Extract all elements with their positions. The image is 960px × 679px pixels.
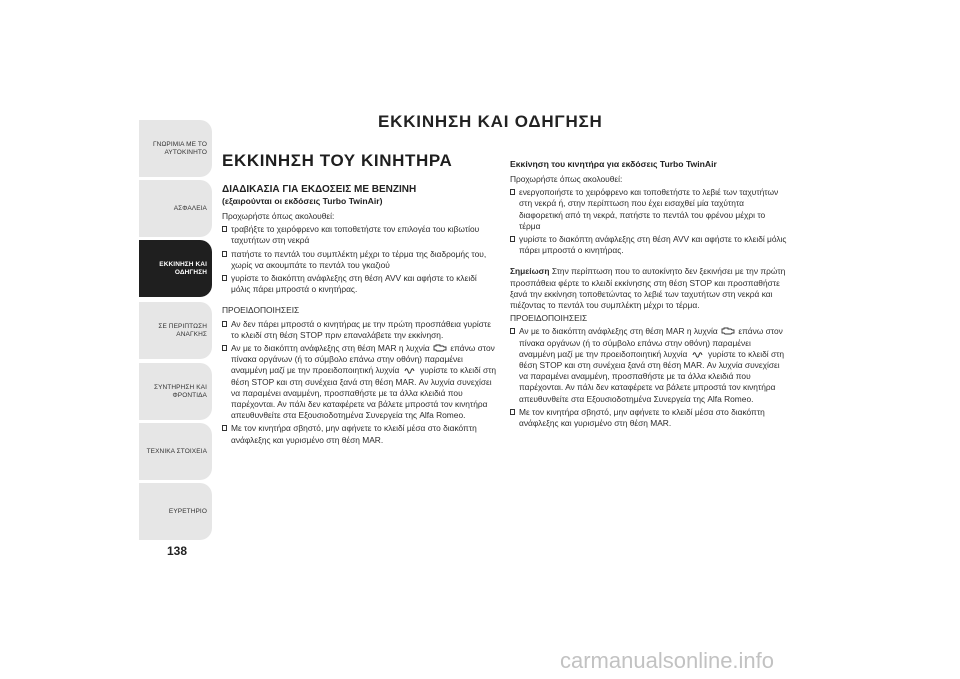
note-text: Στην περίπτωση που το αυτοκίνητο δεν ξεκινήσει με την πρώτη προσπάθεια φέρτε το κλειδί εκκίνησης στη θέση STOP και προσπαθήστε ξανά την εκκίνηση τοποθετώντας το λεβιέ των ταχυτήτων στη νεκρά και πιέζοντας το πεντάλ του συμπλέκτη μέχρι το τέρμα. [510,266,786,311]
warning-text-pre: Αν με το διακόπτη ανάφλεξης στη θέση MAR η λυχνία [519,326,718,337]
tab-label: ΤΕΧΝΙΚΑ ΣΤΟΙΧΕΙΑ [146,447,207,455]
list-item: Με τον κινητήρα σβηστό, μην αφήνετε το κλειδί μέσα στο διακόπτη ανάφλεξης και γυρισμένο στη θέση MAR. [510,407,788,429]
list-item: Με τον κινητήρα σβηστό, μην αφήνετε το κλειδί μέσα στο διακόπτη ανάφλεξης και γυρισμένο στη θέση MAR. [222,423,498,445]
tab-technical-data[interactable] [139,423,212,480]
turbo-twinair-heading: Εκκίνηση του κινητήρα για εκδόσεις Turbo TwinAir [510,159,717,169]
list-item: τραβήξτε το χειρόφρενο και τοποθετήστε τον επιλογέα του κιβωτίου ταχυτήτων στη νεκρά [222,224,498,246]
tab-label: ΓΝΩΡΙΜΙΑ ΜΕ ΤΟ ΑΥΤΟΚΙΝΗΤΟ [152,140,207,156]
tab-maintenance[interactable] [139,363,212,420]
intro-text: Προχωρήστε όπως ακολουθεί: [222,211,335,221]
page-number: 138 [167,544,188,558]
list-item: ενεργοποιήστε το χειρόφρενο και τοποθετήστε το λεβιέ των ταχυτήτων στη νεκρά ή, στην περίπτωση που έχει εισαχθεί μία ταχύτητα διαφορετική από τη νεκρά, πατήστε το πεντάλ του φρένου μέχρι το τέρμα [510,187,788,232]
warning-text-post: γυρίστε το κλειδί στη θέση STOP και στη συνέχεια ξανά στη θέση MAR. Αν λυχνία συνεχίσει να παραμένει αναμμένη, προσπαθήστε με τα άλλα κλειδιά που παρέχονται. Αν πάλι δεν καταφέρετε να βάλετε μπροστά τον κινητήρα απευθυνθείτε στα Εξουσιοδοτημένα Συνεργεία της Alfa Romeo. [519,348,785,404]
warnings-list [510,326,788,429]
glow-plug-icon [690,349,706,358]
right-column [510,150,788,431]
tab-label: ΣΥΝΤΗΡΗΣΗ ΚΑΙ ΦΡΟΝΤΙΔΑ [153,383,207,399]
engine-warning-icon [432,343,448,352]
warnings-title: ΠΡΟΕΙΔΟΠΟΙΗΣΕΙΣ [222,305,300,316]
steps-list [222,224,498,295]
note-label: Σημείωση [510,266,550,277]
warnings-title: ΠΡΟΕΙΔΟΠΟΙΗΣΕΙΣ [510,313,588,324]
warnings-list [222,319,498,446]
warning-text-mid: επάνω στον πίνακα οργάνων (ή το σύμβολο επάνω στην οθόνη) παραμένει αναμμένη μαζί με την προειδοποιητική λυχνία [231,343,495,376]
steps-list [510,187,788,256]
warning-text-pre: Αν με το διακόπτη ανάφλεξης στη θέση MAR η λυχνία [231,343,430,354]
tab-emergency[interactable] [139,302,212,359]
procedure-title: ΔΙΑΔΙΚΑΣΙΑ ΓΙΑ ΕΚΔΟΣΕΙΣ ΜΕ ΒΕΝΖΙΝΗ [222,184,417,195]
list-item: πατήστε το πεντάλ του συμπλέκτη μέχρι το τέρμα της διαδρομής του, χωρίς να ακουμπάτε το πεντάλ του γκαζιού [222,249,498,271]
procedure-note: (εξαιρούνται οι εκδόσεις Turbo TwinAir) [222,196,383,206]
note-paragraph [510,266,788,311]
warning-text-mid: επάνω στον πίνακα οργάνων (ή το σύμβολο επάνω στην οθόνη) παραμένει αναμμένη μαζί με την προειδοποιητική λυχνία [519,326,783,359]
tab-label: ΑΣΦΑΛΕΙΑ [173,204,207,212]
list-item: Αν δεν πάρει μπροστά ο κινητήρας με την πρώτη προσπάθεια γυρίστε το κλειδί στη θέση STOP πριν επαναλάβετε την εκκίνηση. [222,319,498,341]
list-item [222,343,498,421]
engine-warning-icon [720,326,736,335]
tab-label: ΣΕ ΠΕΡΙΠΤΩΣΗ ΑΝΑΓΚΗΣ [158,322,207,338]
tab-getting-to-know[interactable] [139,120,212,177]
list-item: γυρίστε το διακόπτη ανάφλεξης στη θέση AVV και αφήστε το κλειδί μόλις πάρει μπροστά ο κινητήρας. [510,234,788,256]
section-header: ΕΚΚΙΝΗΣΗ ΚΑΙ ΟΔΗΓΗΣΗ [378,112,603,131]
watermark: carmanualsonline.info [560,648,775,673]
tab-label: ΕΚΚΙΝΗΣΗ ΚΑΙ ΟΔΗΓΗΣΗ [159,260,207,276]
list-item: γυρίστε το διακόπτη ανάφλεξης στη θέση AVV και αφήστε το κλειδί μόλις πάρει μπροστά ο κινητήρας. [222,273,498,295]
tab-index[interactable] [139,483,212,540]
page-title: ΕΚΚΙΝΗΣΗ ΤΟΥ ΚΙΝΗΤΗΡΑ [222,151,453,170]
tab-starting-driving[interactable] [139,240,212,297]
tab-safety[interactable] [139,180,212,237]
intro-text: Προχωρήστε όπως ακολουθεί: [510,174,623,184]
tab-label: ΕΥΡΕΤΗΡΙΟ [168,507,207,515]
warning-text-post: γυρίστε το κλειδί στη θέση STOP και στη συνέχεια ξανά στη θέση MAR. Αν λυχνία συνεχίσει να παραμένει αναμμένη, προσπαθήστε με τα άλλα κλειδιά που παρέχονται. Αν πάλι δεν καταφέρετε να βάλετε μπροστά τον κινητήρα απευθυνθείτε στα Εξουσιοδοτημένα Συνεργεία της Alfa Romeo. [231,365,497,421]
glow-plug-icon [402,365,418,374]
list-item [510,326,788,404]
left-column [222,150,498,448]
